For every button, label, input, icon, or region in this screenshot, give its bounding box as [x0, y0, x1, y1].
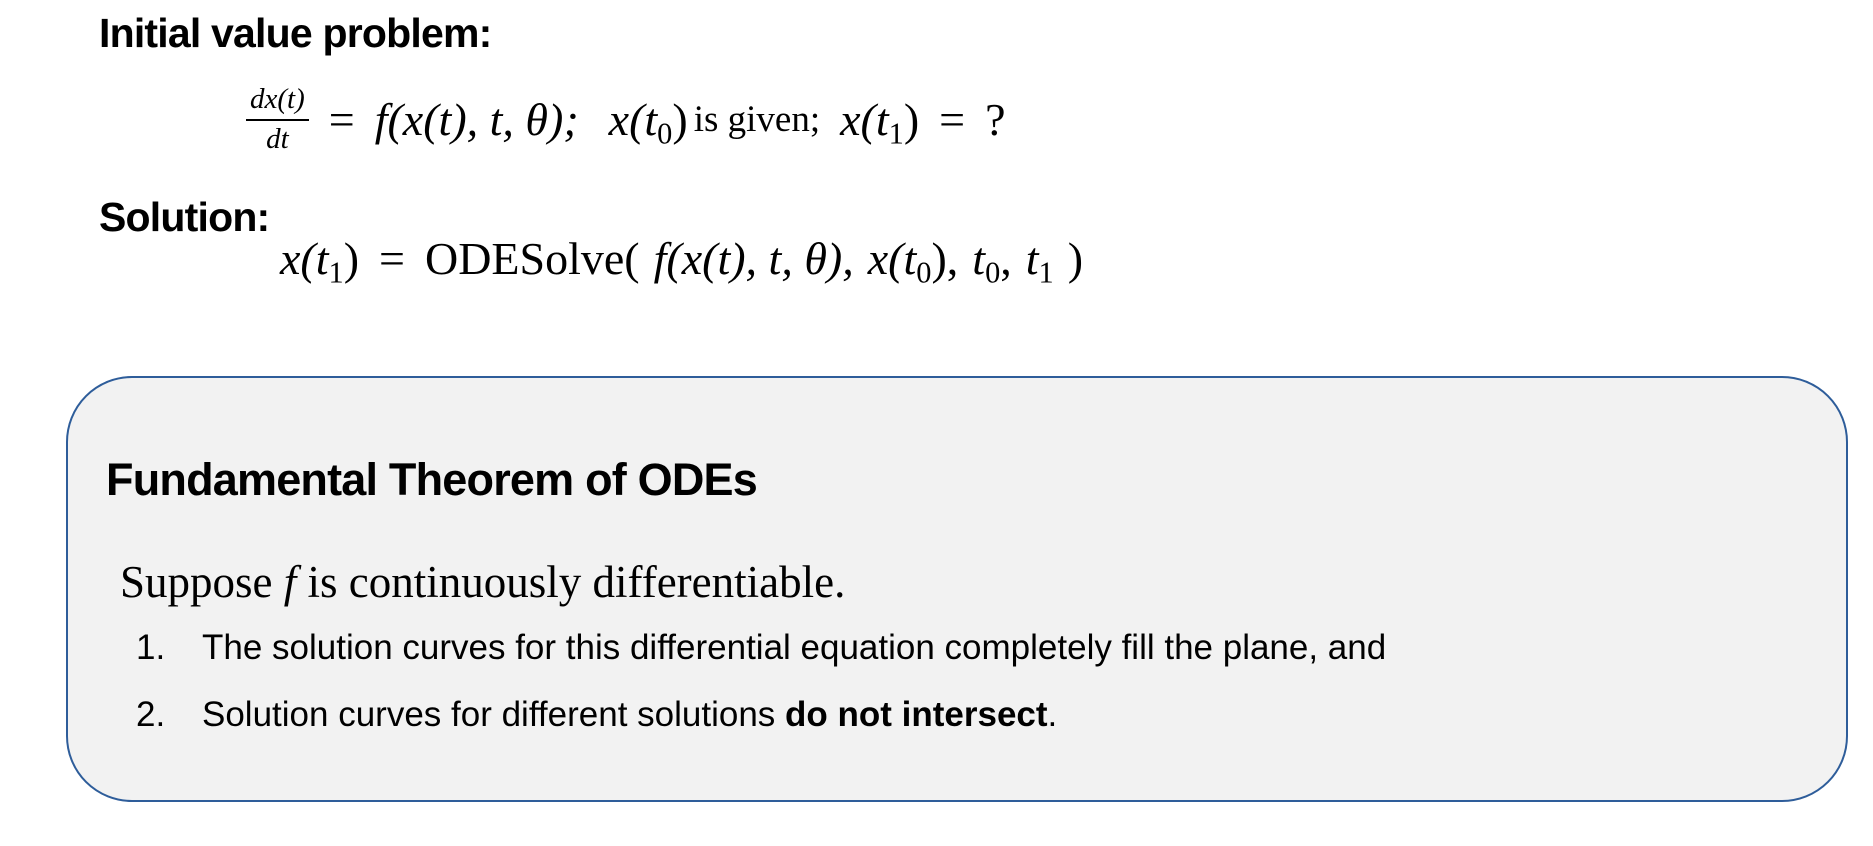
- list-text-emphasis: do not intersect: [785, 695, 1048, 734]
- solution-lhs: $x(t_1)$: [280, 232, 360, 289]
- odesolve-arg-f: f(x(t), t, θ),: [653, 232, 854, 284]
- theorem-hypothesis: Suppose f is continuously differentiable.: [120, 557, 846, 607]
- list-text: Solution curves for different solutions: [202, 695, 776, 734]
- fraction-numerator: dx(t): [246, 83, 309, 121]
- odesolve-close-paren: ): [1067, 232, 1084, 284]
- equals-sign: =: [328, 93, 355, 145]
- function-variable: f: [283, 557, 297, 607]
- list-item: [136, 628, 1386, 668]
- list-text: The solution curves for this differential equation completely fill the plane, and: [202, 628, 1387, 667]
- list-number: 2.: [136, 695, 166, 734]
- initial-value-problem-equation: [246, 78, 1006, 160]
- equals-sign: =: [939, 93, 966, 145]
- equals-sign: =: [379, 232, 405, 284]
- initial-condition: $x(t_0)$: [608, 93, 688, 150]
- list-item: 2. Solution curves for different solutions do not intersect.: [136, 695, 1058, 734]
- ode-rhs: f(x(t), t, θ);: [374, 93, 579, 145]
- derivative-fraction: [246, 83, 309, 156]
- solution-equation: [280, 228, 1083, 288]
- odesolve-arg-t1: $t_1$: [1025, 232, 1054, 289]
- target-value: $x(t_1)$: [840, 93, 920, 150]
- fraction-denominator: dt: [266, 122, 289, 155]
- odesolve-arg-x0: $x(t_0)$,: [867, 232, 959, 289]
- question-mark: ?: [985, 93, 1006, 145]
- theorem-title: Fundamental Theorem of ODEs: [106, 454, 757, 505]
- is-given-text: is given;: [693, 98, 821, 140]
- list-number: 1.: [136, 628, 166, 667]
- odesolve-function: ODESolve(: [424, 232, 640, 284]
- initial-value-problem-heading: Initial value problem:: [99, 10, 492, 56]
- odesolve-arg-t0: $t_0$,: [972, 232, 1012, 289]
- solution-heading: Solution:: [99, 194, 270, 240]
